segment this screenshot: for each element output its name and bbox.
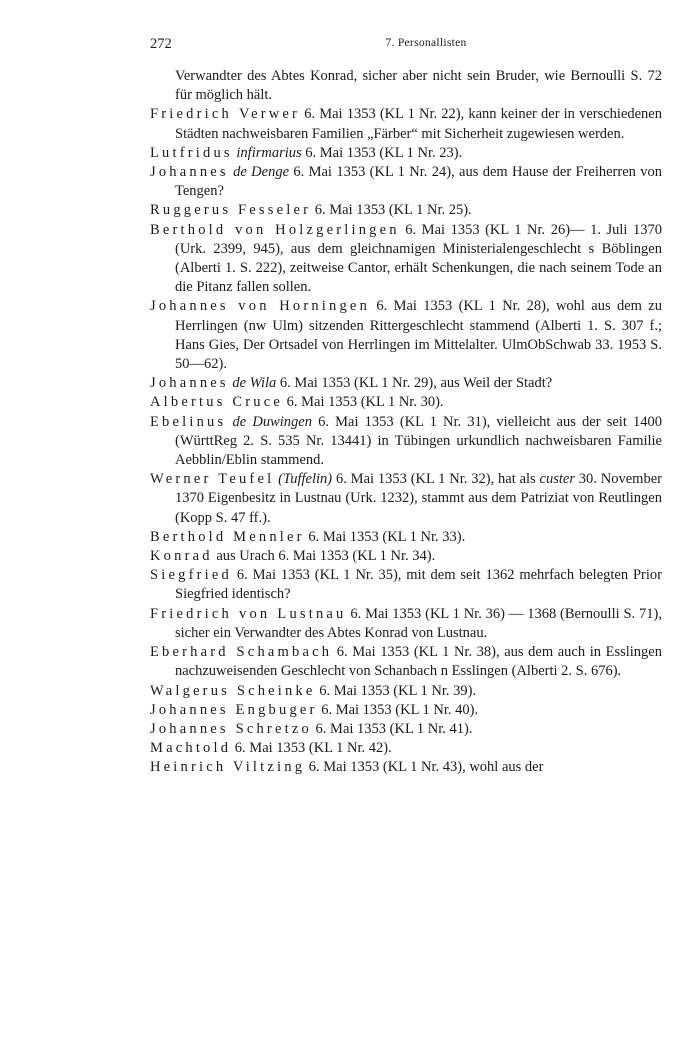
entry-text: 6. Mai 1353 (KL 1 Nr. 32), hat als xyxy=(332,471,540,488)
person-name: Berthold Mennler xyxy=(150,528,305,545)
person-name: Ruggerus Fesseler xyxy=(150,202,312,219)
person-entry xyxy=(150,758,662,777)
entry-text: 6. Mai 1353 (KL 1 Nr. 39). xyxy=(315,682,477,699)
entry-text: 6. Mai 1353 (KL 1 Nr. 43), wohl aus der xyxy=(305,759,544,776)
person-entry xyxy=(150,144,662,163)
entry-text: 6. Mai 1353 (KL 1 Nr. 40). xyxy=(317,701,479,718)
person-entry xyxy=(150,547,662,566)
person-entry xyxy=(150,105,662,143)
person-entry xyxy=(150,720,662,739)
latin-term: custer xyxy=(539,471,575,488)
person-entry xyxy=(150,643,662,681)
entry-text: 6. Mai 1353 (KL 1 Nr. 38), aus dem auch in Esslingen nachzuweisenden Geschlecht von Schanbach n Esslingen (Alberti 2. S. 676). xyxy=(175,644,662,680)
entry-text: 6. Mai 1353 (KL 1 Nr. 35), mit dem seit 1362 mehrfach belegten Prior Siegfried identisch? xyxy=(175,567,662,603)
person-entry xyxy=(150,163,662,201)
personnel-list xyxy=(150,67,662,778)
entry-text: 6. Mai 1353 (KL 1 Nr. 36) — 1368 (Bernoulli S. 71), sicher ein Verwandter des Abtes Konrad von Lustnau. xyxy=(175,605,662,641)
page-header xyxy=(150,36,662,56)
person-entry xyxy=(150,413,662,471)
entry-continuation xyxy=(150,67,662,105)
entry-text: 6. Mai 1353 (KL 1 Nr. 42). xyxy=(231,740,392,757)
entry-text: Verwandter des Abtes Konrad, sicher aber nicht sein Bruder, wie Bernoulli S. 72 für möglich hält. xyxy=(175,68,662,104)
person-entry xyxy=(150,221,662,298)
person-entry xyxy=(150,739,662,758)
person-entry xyxy=(150,393,662,412)
person-name: Werner Teufel xyxy=(150,471,275,488)
person-name: Johannes xyxy=(150,164,229,181)
entry-text: 6. Mai 1353 (KL 1 Nr. 33). xyxy=(304,528,466,545)
latin-epithet: de Duwingen xyxy=(226,413,312,430)
person-name: Berthold von Holzgerlingen xyxy=(150,221,400,238)
person-name: Lutfridus xyxy=(150,144,233,161)
person-name: Johannes Schretzo xyxy=(150,720,312,737)
entry-text: 6. Mai 1353 (KL 1 Nr. 22), kann keiner der in verschiedenen Städten nachweisbaren Familien „Färber“ mit Sicherheit zugewiesen werden. xyxy=(175,106,662,142)
running-title: 7. Personallisten xyxy=(385,37,467,49)
person-name: Eberhard Schambach xyxy=(150,644,333,661)
person-entry xyxy=(150,470,662,528)
person-entry xyxy=(150,528,662,547)
person-entry xyxy=(150,566,662,604)
person-name: Albertus Cruce xyxy=(150,394,283,411)
person-entry xyxy=(150,297,662,374)
person-entry xyxy=(150,682,662,701)
person-entry xyxy=(150,701,662,720)
entry-text: 6. Mai 1353 (KL 1 Nr. 31), vielleicht aus der seit 1400 (WürttReg 2. S. 535 Nr. 13441) in Tübingen urkundlich nachweisbaren Familie Aebblin/Eblin stammend. xyxy=(175,413,663,469)
entry-text: 6. Mai 1353 (KL 1 Nr. 25). xyxy=(311,202,472,219)
person-name: Ebelinus xyxy=(150,413,227,430)
person-name: Konrad xyxy=(150,548,213,565)
entry-text: 6. Mai 1353 (KL 1 Nr. 23). xyxy=(301,144,463,161)
latin-epithet: de Denge xyxy=(228,164,290,181)
page-number: 272 xyxy=(150,36,172,52)
person-entry xyxy=(150,605,662,643)
person-name: Johannes Engbuger xyxy=(150,701,318,718)
person-entry xyxy=(150,201,662,220)
entry-text: 6. Mai 1353 (KL 1 Nr. 41). xyxy=(311,720,473,737)
entry-text: 6. Mai 1353 (KL 1 Nr. 30). xyxy=(282,394,444,411)
entry-text: aus Urach 6. Mai 1353 (KL 1 Nr. 34). xyxy=(212,548,436,565)
person-name: Friedrich Verwer xyxy=(150,106,301,123)
entry-text: 6. Mai 1353 (KL 1 Nr. 29), aus Weil der Stadt? xyxy=(276,375,553,392)
person-name: Heinrich Viltzing xyxy=(150,759,306,776)
person-name: Friedrich von Lustnau xyxy=(150,605,347,622)
entry-text: 30. November 1370 Eigenbesitz in Lustnau (Urk. 1232), stammt aus dem Patriziat von Reutlingen (Kopp S. 47 ff.). xyxy=(175,471,662,526)
latin-epithet: (Tuffelin) xyxy=(274,471,333,488)
latin-epithet: infirmarius xyxy=(232,144,302,161)
entry-text: 6. Mai 1353 (KL 1 Nr. 24), aus dem Hause der Freiherren von Tengen? xyxy=(175,164,663,200)
person-entry xyxy=(150,374,662,393)
latin-epithet: de Wila xyxy=(228,375,277,392)
person-name: Johannes xyxy=(150,375,229,392)
person-name: Machtold xyxy=(150,740,232,757)
person-name: Siegfried xyxy=(150,567,232,584)
person-name: Walgerus Scheinke xyxy=(150,682,316,699)
entry-text: 6. Mai 1353 (KL 1 Nr. 26)— 1. Juli 1370 (Urk. 2399, 945), aus dem gleichnamigen Ministerialengeschlecht s Böblingen (Alberti 1. S. 222), zeitweise Cantor, erhält Schenkungen, die nach seinem Tode an die Pitanz fallen sollen. xyxy=(175,221,662,296)
person-name: Johannes von Horningen xyxy=(150,298,371,315)
entry-text: 6. Mai 1353 (KL 1 Nr. 28), wohl aus dem zu Herrlingen (nw Ulm) sitzenden Rittergeschlecht stammend (Alberti 1. S. 307 f.; Hans Gies, Der Ortsadel von Herrlingen im Mittelalter. UlmObSchwab 33. 1953 S. 50—62). xyxy=(175,298,662,373)
